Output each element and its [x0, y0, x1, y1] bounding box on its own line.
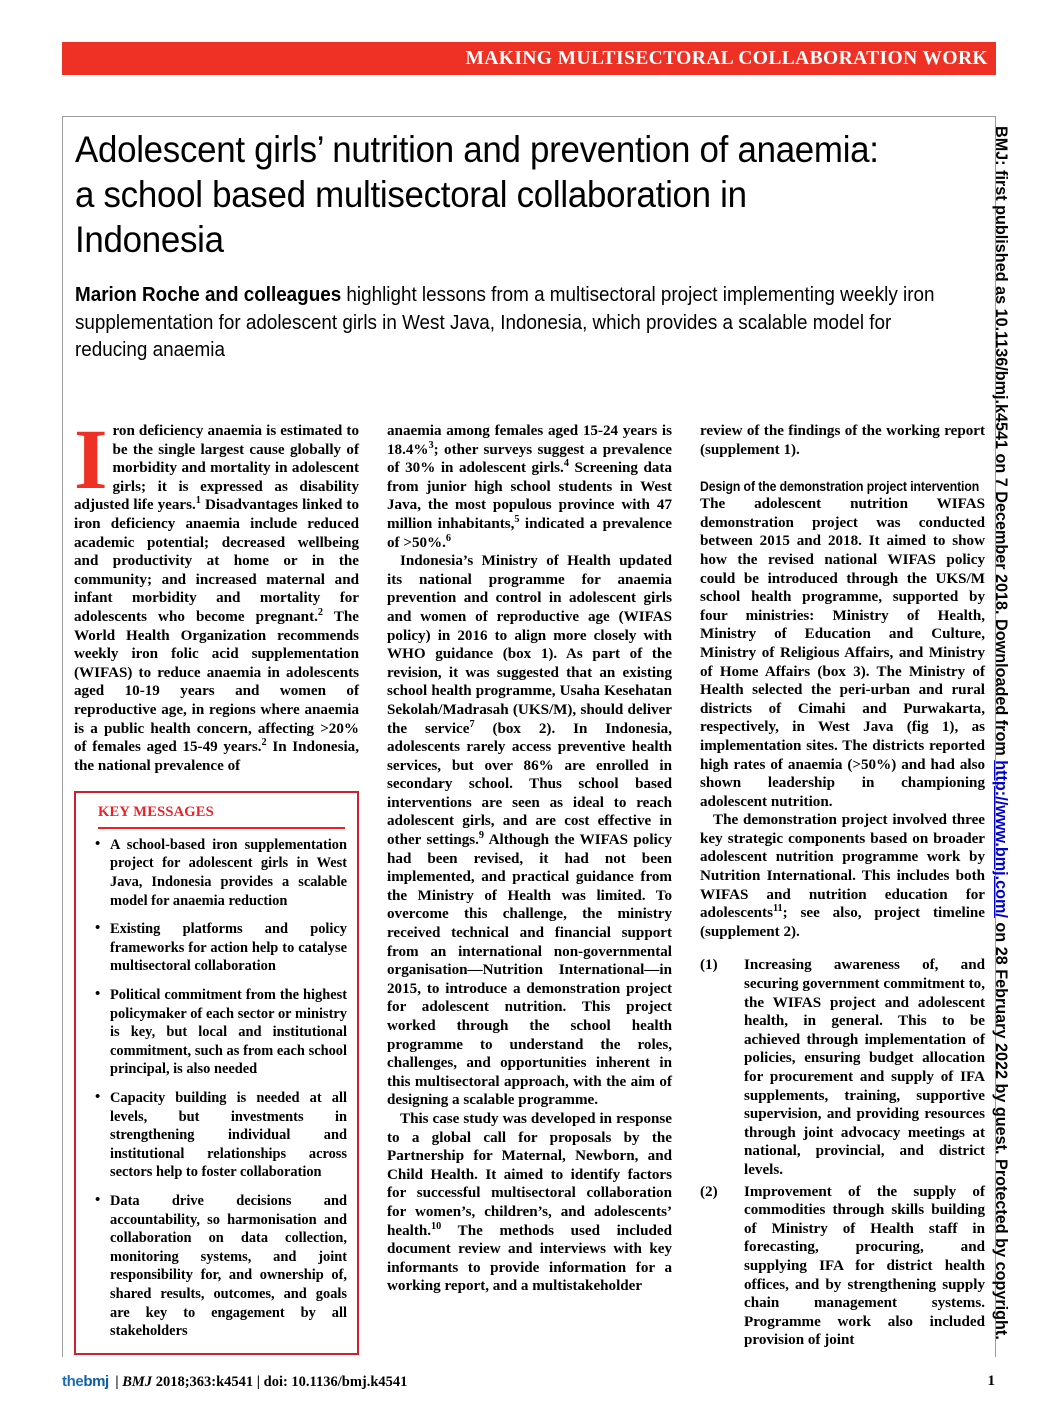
- list-item-number: (2): [700, 1183, 718, 1200]
- logo-the: the: [62, 1373, 84, 1390]
- body-column-3: [700, 422, 985, 1353]
- ref-marker: 1: [195, 495, 201, 507]
- c2-p1-c: Screening data from junior high school students in West Java, the most populous province with 47 million inhabitants,: [387, 460, 672, 532]
- drop-cap: I: [74, 411, 108, 507]
- list-item-number: (1): [700, 957, 718, 974]
- column1-paragraph-1: [74, 411, 360, 775]
- c2-p2-b: (box 2). In Indonesia, adolescents rarely access preventive health services, but over 86% are enrolled in secondary school. Thus school based interventions are seen as ideal to reach adolescent girls, and are cost effective in other settings.: [387, 720, 672, 849]
- footer-sep-2: |: [256, 1374, 260, 1390]
- c1-p1-c: The World Health Organization recommends weekly iron folic acid supplementation (WIFAS) to reduce anaemia in adolescents aged 10-19 years and women of reproductive age, in regions where anaemia is a public health concern, affecting >20% of females aged 15-49 years.: [74, 608, 359, 756]
- c2-p2-a: Indonesia’s Ministry of Health updated its national programme for anaemia prevention and control in adolescent girls and women of reproductive age (WIFAS policy) in 2016 to align more closely with WHO guidance (box 1). As part of the revision, it was suggested that an existing school health programme, Usaha Kesehatan Sekolah/Madrasah (UKS/M), should deliver the service: [387, 553, 672, 737]
- c2-p1-a: anaemia among females aged 15-24 years is 18.4%: [387, 423, 672, 458]
- column3-paragraph-1: review of the findings of the working report (supplement 1).: [700, 423, 985, 458]
- page-footer: [62, 1373, 996, 1395]
- logo-bmj: bmj: [83, 1373, 109, 1390]
- list-item: [700, 956, 985, 1179]
- c1-p1-a: ron deficiency anaemia is estimated to be the single largest cause globally of morbidity and mortality in adolescent girls; it is expressed as disability adjusted life years.: [74, 423, 359, 514]
- running-head-text: MAKING MULTISECTORAL COLLABORATION WORK: [465, 47, 988, 69]
- bmj-url-link[interactable]: http://www.bmj.com/: [992, 760, 1010, 918]
- title-block: [75, 127, 965, 364]
- ref-marker: 6: [445, 532, 452, 544]
- footer-sep-1: |: [115, 1374, 119, 1390]
- ref-marker: 2: [261, 737, 267, 749]
- list-item: • Existing platforms and policy frameworks for action help to catalyse multisectoral collaboration: [110, 920, 347, 976]
- c2-p1-d: indicated a prevalence of >50%.: [387, 515, 672, 551]
- body-columns: [74, 411, 986, 1349]
- margin-copyright-note: [991, 126, 1011, 1340]
- column2-paragraph-1: [387, 422, 672, 552]
- footer-citation-rest: 2018;363:k4541: [155, 1374, 254, 1390]
- c2-p2-c: Although the WIFAS policy had been revised, it had not been implemented, and practical guidance from the Ministry of Health was limited. To overcome this challenge, the ministry received technical and financial support from an international non-governmental organisation—Nutrition International—in 2015, to introduce a demonstration project for adolescent nutrition. This project worked through the school health programme to understand the roles, challenges, and opportunities inherent in this multisectoral approach, with the aim of designing a scalable programme.: [387, 832, 672, 1109]
- list-item: • A school-based iron supplementation project for adolescent girls in West Java, Indonesia provides a scalable model for anaemia reduction: [110, 836, 347, 910]
- margin-note-part1: BMJ: first published as 10.1136/bmj.k4541 on 7 December 2018. Downloaded from: [992, 126, 1010, 761]
- key-messages-heading: KEY MESSAGES: [98, 804, 214, 821]
- column2-paragraph-3: [387, 1110, 672, 1296]
- ref-marker: 3: [428, 439, 434, 451]
- margin-note-part2: on 28 February 2022 by guest. Protected by copyright.: [992, 917, 1010, 1340]
- page-number: 1: [987, 1373, 995, 1389]
- article-title: Adolescent girls’ nutrition and prevention of anaemia: a school based multisectoral collaboration in Indonesia: [75, 128, 879, 260]
- article-standfirst: [75, 281, 943, 364]
- column2-paragraph-2: [387, 552, 672, 1110]
- c1-p1-b: Disadvantages linked to iron deficiency anaemia include reduced academic potential; decreased wellbeing and productivity at home or in the community; and increased maternal and infant morbidity and mortality for adolescents who become pregnant.: [74, 497, 360, 625]
- body-column-2: [387, 422, 672, 1296]
- key-messages-list: [86, 836, 347, 1341]
- column3-paragraph-3: [700, 811, 985, 941]
- key-messages-box: [74, 791, 359, 1354]
- article-frame: [62, 116, 996, 1357]
- list-item: • Capacity building is needed at all levels, but investments in strengthening individual and institutional relationships across sectors help to foster collaboration: [110, 1089, 347, 1182]
- ref-marker: 5: [514, 513, 520, 525]
- key-messages-rule: [98, 827, 345, 829]
- ref-marker: 9: [478, 830, 485, 842]
- ref-marker: 10: [431, 1220, 442, 1232]
- list-item-text: Improvement of the supply of commodities through skills building of Ministry of Health staff in forecasting, procuring, and supplying IFA for district health offices, and by strengthening supply chain management systems. Programme work also included provision of joint: [744, 1183, 985, 1349]
- bmj-logo: [62, 1373, 109, 1390]
- ref-marker: 7: [469, 718, 475, 730]
- c2-p1-b: ; other surveys suggest a prevalence of 30% in adolescent girls.: [387, 441, 672, 477]
- c2-p3-b: The methods used included document review and interviews with key informants to provide information for a working report, and a multistakeholder: [387, 1222, 672, 1295]
- list-item: [700, 1183, 985, 1350]
- body-column-1: [74, 411, 360, 1355]
- column3-paragraph-2: The adolescent nutrition WIFAS demonstration project was conducted between 2015 and 2018. It aimed to show how the revised national WIFAS policy could be introduced through the UKS/M school health programme, supported by four ministries: Ministry of Health, Ministry of Education and Culture, Ministry of Religious Affairs, and Ministry of Home Affairs (box 3). The Ministry of Health selected the peri-urban and rural districts of Cimahi and Purwakarta, respectively, in West Java (fig 1), as implementation sites. The districts reported high rates of anaemia (>50%) and had also shown leadership in championing adolescent nutrition.: [700, 496, 985, 810]
- list-item: • Data drive decisions and accountability, so harmonisation and collaboration on data collection, monitoring systems, and joint responsibility for, and ownership of, shared results, outcomes, and goals are key to engagement by all stakeholders: [110, 1192, 347, 1341]
- standfirst-body: highlight lessons from a multisectoral project implementing weekly iron supplementation for adolescent girls in West Java, Indonesia, which provides a scalable model for reducing anaemia: [75, 283, 935, 361]
- running-head-banner: [62, 42, 996, 75]
- c3-p3-a: The demonstration project involved three key strategic components based on broader adolescent nutrition programme work by Nutrition International. This includes both WIFAS and nutrition education for adolescents: [700, 812, 985, 922]
- ref-marker: 4: [563, 458, 569, 470]
- footer-journal: BMJ: [122, 1374, 153, 1390]
- c2-p3-a: This case study was developed in response to a global call for proposals by the Partnership for Maternal, Newborn, and Child Health. It aimed to identify factors for successful multisectoral collaboration for women’s, children’s, and adolescents’ health.: [387, 1110, 672, 1239]
- c3-p3-b: ; see also, project timeline (supplement 2).: [700, 905, 985, 940]
- standfirst-authors: Marion Roche and colleagues: [75, 283, 342, 306]
- strategic-components-list: [700, 956, 985, 1349]
- section-heading-design: Design of the demonstration project intervention: [700, 479, 980, 495]
- list-item: • Political commitment from the highest policymaker of each sector or ministry is key, but local and institutional commitment, such as from each school principal, is also needed: [110, 986, 347, 1079]
- list-item-text: Increasing awareness of, and securing government commitment to, the WIFAS project and adolescent health, in general. This to be achieved through implementation of policies, ensuring budget allocation for procurement and supply of IFA supplements, training, supportive supervision, and providing resources through joint advocacy meetings at national, provincial, and district levels.: [744, 957, 985, 1178]
- ref-marker: 11: [772, 903, 783, 915]
- c1-p1-d: In Indonesia, the national prevalence of: [74, 739, 359, 774]
- footer-doi: doi: 10.1136/bmj.k4541: [263, 1374, 408, 1390]
- footer-citation: [112, 1374, 408, 1390]
- ref-marker: 2: [317, 606, 323, 618]
